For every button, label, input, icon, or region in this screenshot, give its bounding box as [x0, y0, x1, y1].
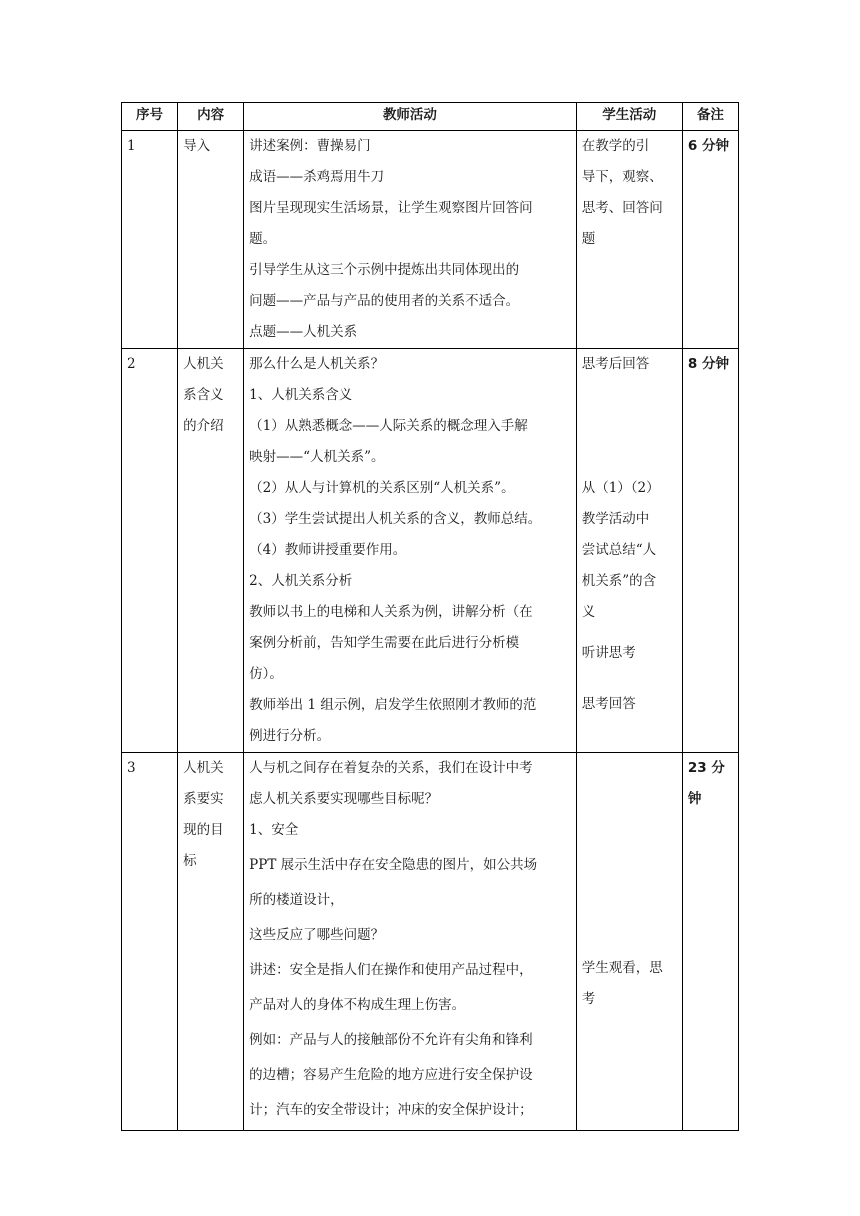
table-row — [122, 753, 739, 1131]
student-line: 机关系”的含 — [581, 573, 657, 589]
teacher-line: （3）学生尝试提出人机关系的含义，教师总结。 — [249, 511, 542, 527]
student-line: 教学活动中 — [581, 511, 650, 527]
student-activity — [576, 131, 682, 349]
teacher-line: 讲述：安全是指人们在操作和使用产品过程中， — [249, 962, 533, 978]
teacher-line: 虑人机关系要实现哪些目标呢？ — [249, 791, 439, 807]
teacher-line: 1、人机关系含义 — [249, 387, 353, 403]
row-number: 2 — [122, 349, 178, 753]
student-activity — [576, 753, 682, 1131]
teacher-line: （2）从人与计算机的关系区别“人机关系”。 — [249, 480, 515, 496]
teacher-line: PPT 展示生活中存在安全隐患的图片，如公共场 — [249, 857, 538, 873]
row-content — [178, 753, 244, 1131]
teacher-line: 产品对人的身体不构成生理上伤害。 — [249, 997, 466, 1013]
teacher-line: 所的楼道设计， — [249, 892, 344, 908]
content-line: 系含义 — [183, 387, 224, 403]
teacher-line: 例如：产品与人的接触部份不允许有尖角和锋利 — [249, 1032, 533, 1048]
student-line: 尝试总结“人 — [581, 542, 657, 558]
content-line: 现的目 — [183, 822, 224, 838]
teacher-line: 教师以书上的电梯和人关系为例，讲解分析（在 — [249, 604, 533, 620]
teacher-line: 那么什么是人机关系？ — [249, 356, 385, 372]
row-note — [682, 753, 738, 1131]
teacher-line: 教师举出 1 组示例，启发学生依照刚才教师的范 — [249, 697, 537, 713]
header-content: 内容 — [178, 103, 244, 131]
teacher-line: 成语——杀鸡焉用牛刀 — [249, 169, 385, 185]
teacher-activity — [244, 131, 577, 349]
student-line: 义 — [581, 604, 596, 620]
teacher-line: 1、安全 — [249, 822, 299, 838]
student-line: 导下，观察、 — [581, 169, 663, 185]
content-line: 标 — [183, 853, 197, 869]
teacher-activity — [244, 753, 577, 1131]
row-number: 1 — [122, 131, 178, 349]
header-student-activity: 学生活动 — [576, 103, 682, 131]
teacher-line: （1）从熟悉概念——人际关系的概念理入手解 — [249, 418, 528, 434]
teacher-line: 例进行分析。 — [249, 728, 331, 744]
header-teacher-activity: 教师活动 — [244, 103, 577, 131]
student-line: 从（1）（2） — [581, 480, 660, 496]
header-number: 序号 — [122, 103, 178, 131]
teacher-line: 案例分析前，告知学生需要在此后进行分析模 — [249, 635, 520, 651]
teacher-line: 点题——人机关系 — [249, 324, 358, 340]
student-line: 听讲思考 — [581, 645, 636, 661]
row-number: 3 — [122, 753, 178, 1131]
content-line: 人机关 — [183, 356, 224, 372]
teacher-line: 引导学生从这三个示例中提炼出共同体现出的 — [249, 262, 520, 278]
note-line: 23 分 — [687, 760, 725, 776]
student-line: 思考、回答问 — [581, 200, 663, 216]
row-note: 8 分钟 — [682, 349, 738, 753]
teacher-line: 仿）。 — [249, 666, 283, 682]
teacher-line: 问题——产品与产品的使用者的关系不适合。 — [249, 293, 520, 309]
teacher-line: 映射——“人机关系”。 — [249, 449, 385, 465]
row-content: 导入 — [178, 131, 244, 349]
teacher-line: 这些反应了哪些问题？ — [249, 927, 385, 943]
teacher-line: 图片呈现现实生活场景，让学生观察图片回答问 — [249, 200, 533, 216]
teacher-line: 计；汽车的安全带设计；冲床的安全保护设计； — [249, 1102, 533, 1118]
student-line: 思考回答 — [581, 696, 636, 712]
content-line: 的介绍 — [183, 418, 224, 434]
row-note: 6 分钟 — [682, 131, 738, 349]
student-activity — [576, 349, 682, 753]
header-notes: 备注 — [682, 103, 738, 131]
teacher-line: 的边槽；容易产生危险的地方应进行安全保护设 — [249, 1067, 533, 1083]
header-row — [122, 103, 739, 131]
content-line: 系要实 — [183, 791, 224, 807]
note-line: 钟 — [687, 791, 702, 807]
student-line: 考 — [581, 991, 596, 1007]
student-line: 学生观看，思 — [581, 960, 663, 976]
table-row — [122, 349, 739, 753]
content-line: 人机关 — [183, 760, 224, 776]
student-line: 题 — [581, 231, 596, 247]
teacher-line: 人与机之间存在着复杂的关系，我们在设计中考 — [249, 760, 533, 776]
table-row — [122, 131, 739, 349]
teacher-line: （4）教师讲授重要作用。 — [249, 542, 407, 558]
lesson-plan-table — [121, 102, 739, 1131]
teacher-line: 题。 — [249, 231, 277, 247]
teacher-line: 讲述案例：曹操易门 — [249, 138, 371, 154]
teacher-line: 2、人机关系分析 — [249, 573, 353, 589]
teacher-activity — [244, 349, 577, 753]
row-content — [178, 349, 244, 753]
student-line: 在教学的引 — [581, 138, 650, 154]
student-line: 思考后回答 — [581, 356, 650, 372]
